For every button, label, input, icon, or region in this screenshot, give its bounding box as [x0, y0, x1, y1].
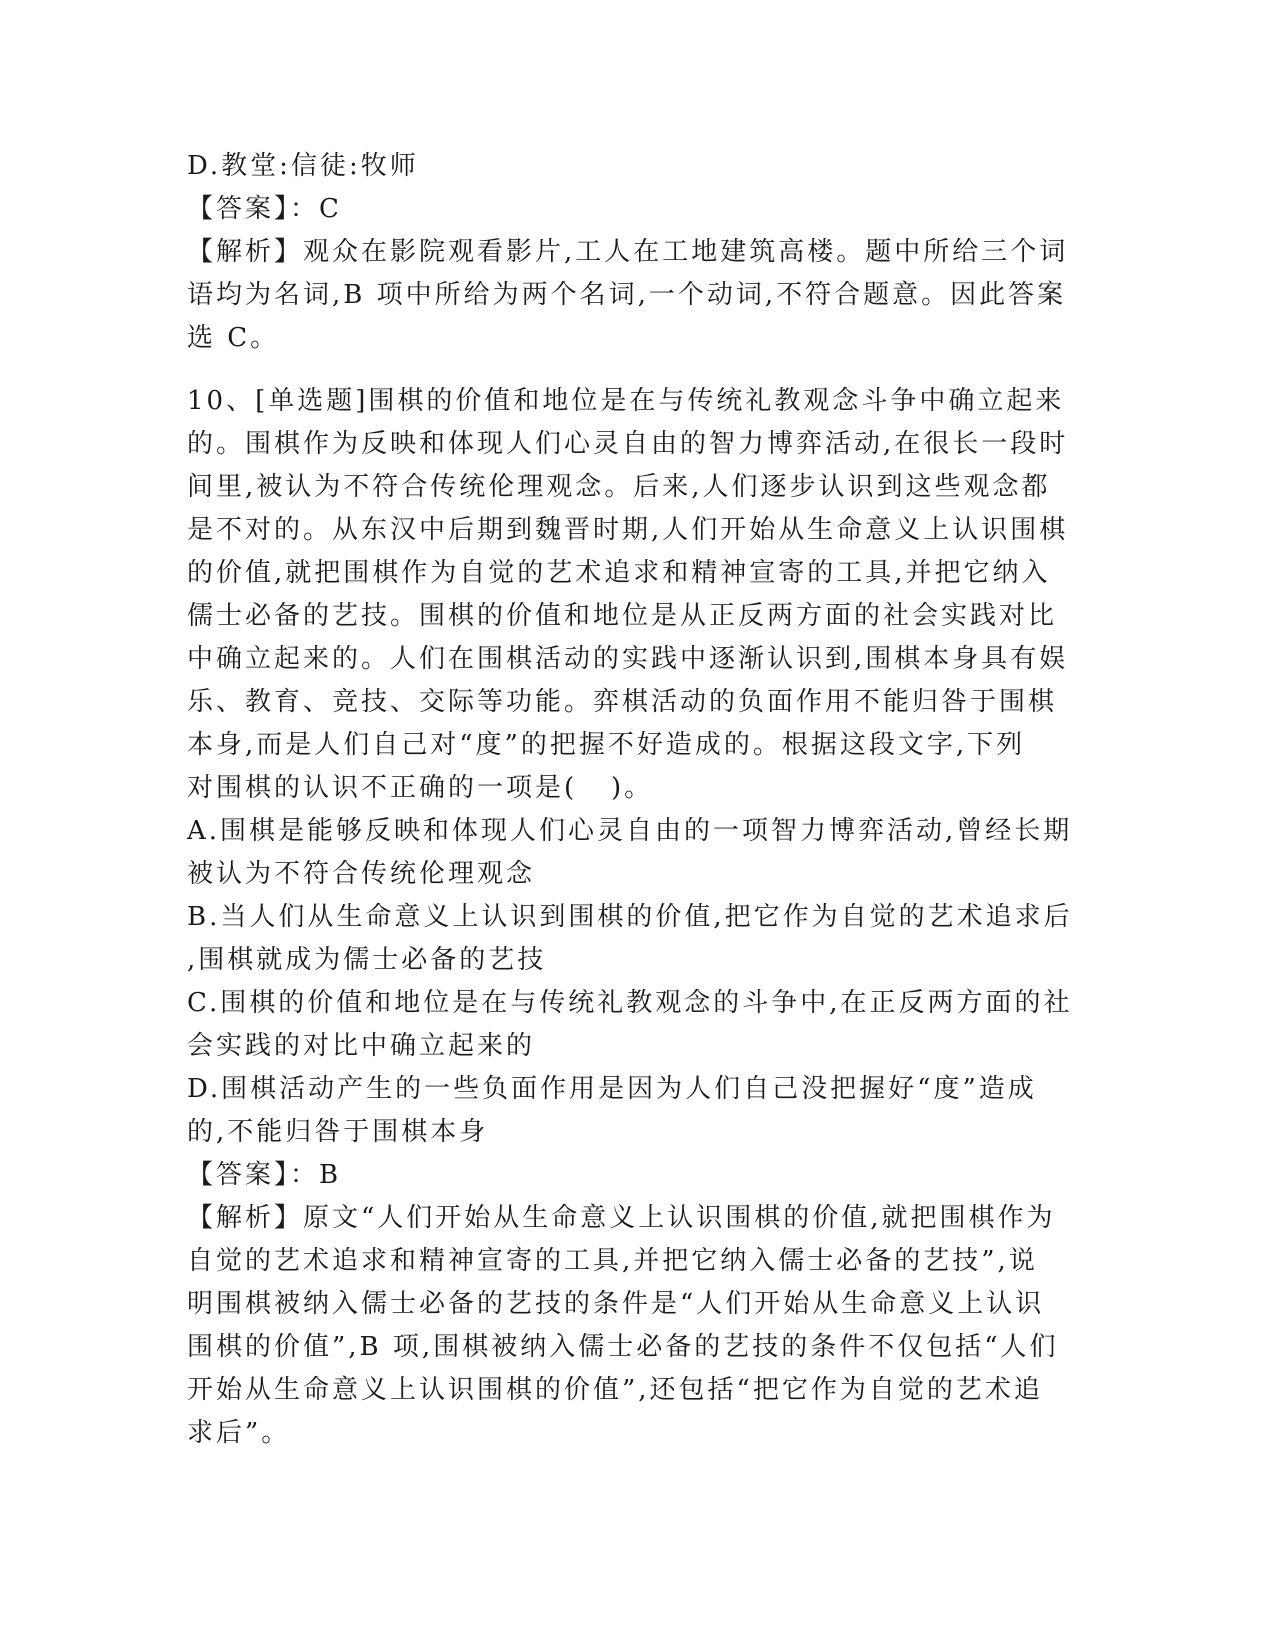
analysis-line: 围棋的价值”,B 项,围棋被纳入儒士必备的艺技的条件不仅包括“人们	[187, 1332, 1059, 1362]
stem-line: 是不对的。从东汉中后期到魏晋时期,人们开始从生命意义上认识围棋	[187, 515, 1069, 545]
page-content	[187, 145, 1087, 1455]
analysis	[187, 231, 1087, 360]
option-c-line: 会实践的对比中确立起来的	[187, 1031, 536, 1061]
answer-line: 【答案】：C	[187, 194, 342, 224]
analysis-line: 明围棋被纳入儒士必备的艺技的条件是“人们开始从生命意义上认识	[187, 1289, 1045, 1319]
analysis-line: 自觉的艺术追求和精神宣寄的工具,并把它纳入儒士必备的艺技”,说	[187, 1246, 1038, 1276]
option-d	[187, 1068, 1087, 1154]
option-a	[187, 810, 1087, 896]
stem-line: 中确立起来的。人们在围棋活动的实践中逐渐认识到,围棋本身具有娱	[187, 644, 1069, 674]
analysis	[187, 1197, 1087, 1455]
stem-line: 本身,而是人们自己对“度”的把握不好造成的。根据这段文字,下列	[187, 730, 1026, 760]
analysis-line: 语均为名词,B 项中所给为两个名词,一个动词,不符合题意。因此答案	[187, 280, 1067, 310]
analysis-line: 选 C。	[187, 323, 280, 353]
previous-question-tail	[187, 145, 1087, 360]
option-b	[187, 896, 1087, 982]
stem-line: 儒士必备的艺技。围棋的价值和地位是从正反两方面的社会实践对比	[187, 601, 1058, 631]
option-c	[187, 982, 1087, 1068]
option-d-line: D.围棋活动产生的一些负面作用是因为人们自己没把握好“度”造成	[187, 1074, 1037, 1104]
analysis-line: 求后”。	[187, 1418, 291, 1448]
analysis-line: 【解析】原文“人们开始从生命意义上认识围棋的价值,就把围棋作为	[187, 1203, 1056, 1233]
stem-line: 间里,被认为不符合传统伦理观念。后来,人们逐步认识到这些观念都	[187, 472, 1051, 502]
option-c-line: C.围棋的价值和地位是在与传统礼教观念的斗争中,在正反两方面的社	[187, 988, 1073, 1018]
analysis-line: 开始从生命意义上认识围棋的价值”,还包括“把它作为自觉的艺术追	[187, 1375, 1043, 1405]
answer-line: 【答案】：B	[187, 1160, 342, 1190]
question-10	[187, 380, 1087, 1455]
stem-line: 的。围棋作为反映和体现人们心灵自由的智力博弈活动,在很长一段时	[187, 429, 1069, 459]
stem-line: 对围棋的认识不正确的一项是( )。	[187, 773, 654, 803]
option-a-line: A.围棋是能够反映和体现人们心灵自由的一项智力博弈活动,曾经长期	[187, 816, 1073, 846]
analysis-line: 【解析】观众在影院观看影片,工人在工地建筑高楼。题中所给三个词	[187, 237, 1069, 267]
option-b-line: ,围棋就成为儒士必备的艺技	[187, 945, 547, 975]
option-b-line: B.当人们从生命意义上认识到围棋的价值,把它作为自觉的艺术追求后	[187, 902, 1073, 932]
option-d-line: 的,不能归咎于围棋本身	[187, 1117, 489, 1147]
question-gap	[187, 360, 1087, 380]
option-a-line: 被认为不符合传统伦理观念	[187, 859, 536, 889]
stem-line: 的价值,就把围棋作为自觉的艺术追求和精神宣寄的工具,并把它纳入	[187, 558, 1051, 588]
option-d: D.教堂:信徒:牧师	[187, 151, 419, 181]
question-stem	[187, 380, 1087, 810]
stem-line: 10、[单选题]围棋的价值和地位是在与传统礼教观念斗争中确立起来	[187, 386, 1065, 416]
stem-line: 乐、教育、竞技、交际等功能。弈棋活动的负面作用不能归咎于围棋	[187, 687, 1058, 717]
